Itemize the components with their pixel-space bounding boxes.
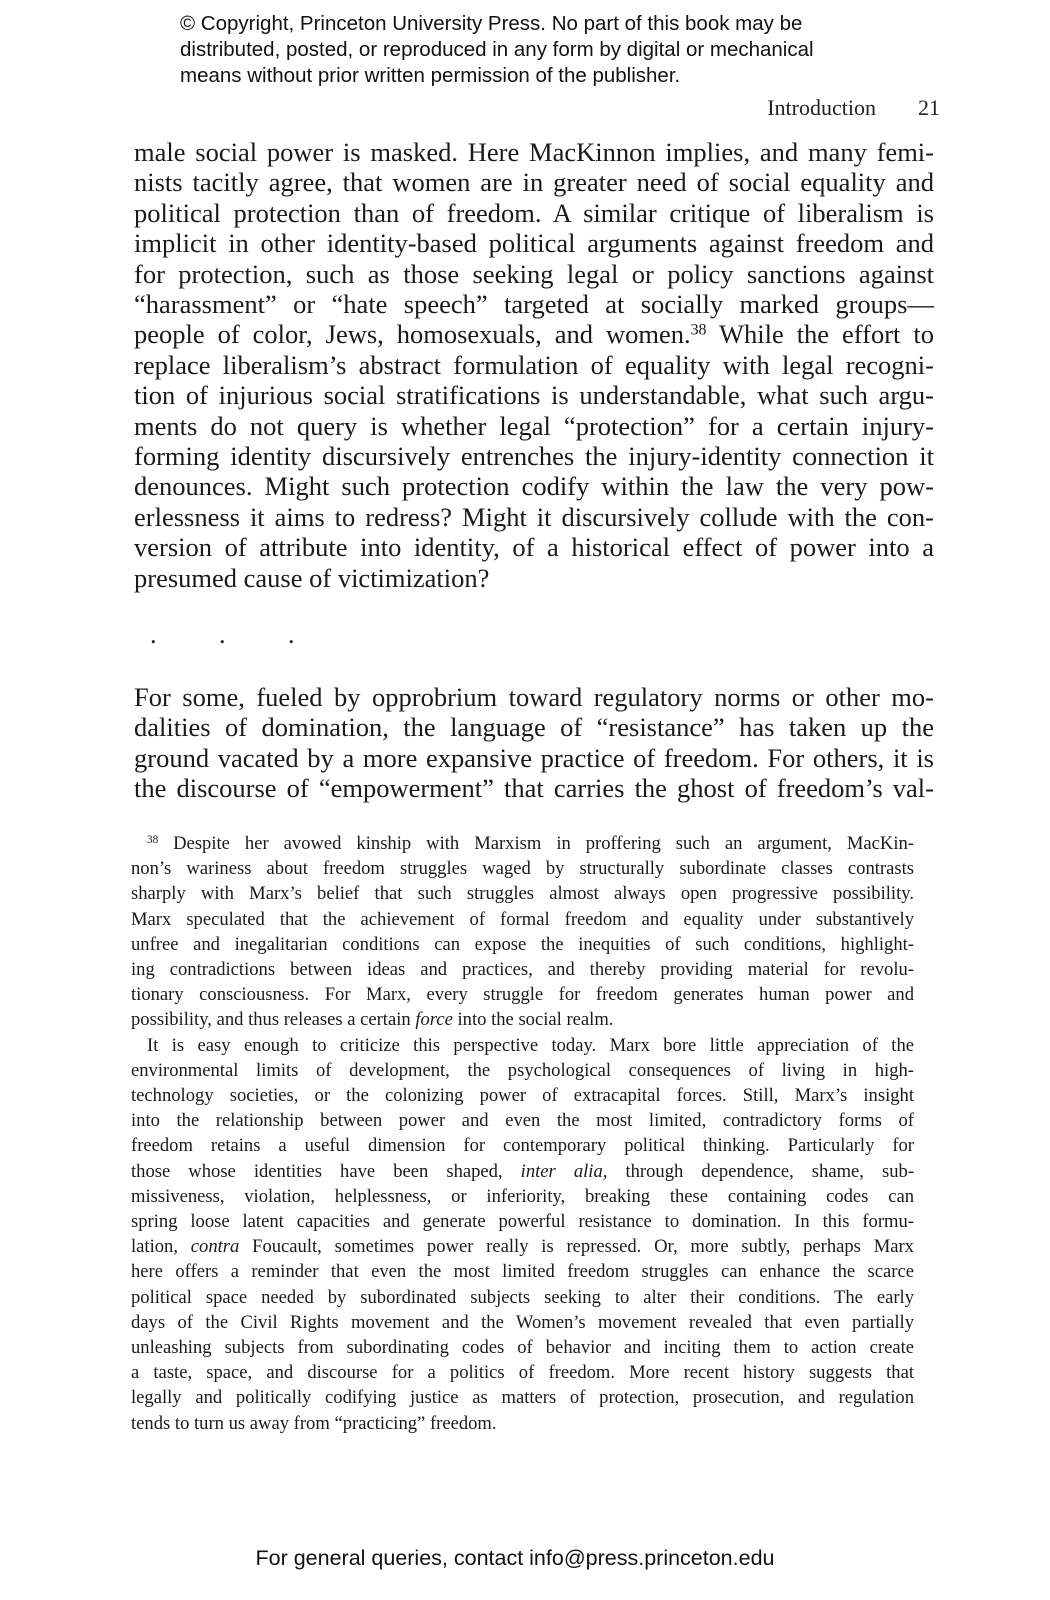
footnote-line: unleashing subjects from subordinating codes of behavior and inciting them to action create [131,1337,914,1359]
text-line: tion of injurious social stratifications is understandable, what such argu- [134,380,934,411]
footnote-line: environmental limits of development, the psychological consequences of living in high- [131,1059,914,1081]
text-line: nists tacitly agree, that women are in greater need of social equality and [134,167,934,198]
footnote-line: freedom retains a useful dimension for contemporary political thinking. Particularly for [131,1135,914,1157]
footnote-line [131,1033,914,1058]
text-line: presumed cause of victimization? [134,562,490,593]
footnote-line [131,1234,914,1259]
footnote-line [131,1159,914,1184]
footnote-line [131,831,914,856]
footnote-number: 38 [147,833,159,846]
footnote-line: unfree and inegalitarian conditions can expose the inequities of such conditions, highlight- [131,933,914,955]
copyright-line: distributed, posted, or reproduced in any form by digital or mechanical [180,38,814,61]
text-line: political protection than of freedom. A similar critique of liberalism is [134,197,934,228]
running-head-section: Introduction [767,95,876,120]
footnote-line: ing contradictions between ideas and practices, and thereby providing material for revolu- [131,959,914,981]
footnote-line: spring loose latent capacities and generate powerful resistance to domination. In this formu- [131,1211,914,1233]
text-line: erlessness it aims to redress? Might it discursively collude with the con- [134,501,934,532]
footnote-line: a taste, space, and discourse for a politics of freedom. More recent history suggests that [131,1362,914,1384]
text-line: For some, fueled by opprobrium toward regulatory norms or other mo- [134,682,934,712]
page-number: 21 [918,95,940,120]
text-line: denounces. Might such protection codify within the law the very pow- [134,471,934,502]
text-fragment: into the social realm. [452,1009,614,1031]
text-line: implicit in other identity-based political arguments against freedom and [134,228,934,259]
text-fragment: lation, [131,1236,191,1258]
footnote-line: here offers a reminder that even the most limited freedom struggles can enhance the scarce [131,1261,914,1283]
text-line: “harassment” or “hate speech” targeted at socially marked groups— [134,289,934,320]
text-fragment: possibility, and thus releases a certain [131,1009,416,1031]
footnote-line [131,1007,914,1032]
text-fragment: those whose identities have been shaped, [131,1160,521,1182]
copyright-line: © Copyright, Princeton University Press. No part of this book may be [180,12,803,35]
text-fragment: people of color, Jews, homosexuals, and women. [134,319,691,350]
italic-text: inter alia, [520,1160,608,1182]
footnote-line: political space needed by subordinated subjects seeking to alter their conditions. The early [131,1286,914,1308]
page-footer [0,1546,1050,1571]
text-fragment: through dependence, shame, sub- [607,1160,915,1182]
body-paragraph-2 [134,682,934,804]
footnote-line: tionary consciousness. For Marx, every struggle for freedom generates human power and [131,984,914,1006]
running-head [767,95,940,121]
italic-text: force [415,1009,453,1031]
text-line: ments do not query is whether legal “protection” for a certain injury- [134,410,934,441]
italic-text: contra [190,1236,240,1258]
footnote-line: into the relationship between power and even the most limited, contradictory forms of [131,1110,914,1132]
footnote-38 [131,831,914,1436]
footnote-line: non’s wariness about freedom struggles waged by structurally subordinate classes contrasts [131,858,914,880]
contact-text: For general queries, contact info@press.princeton.edu [255,1546,775,1570]
text-fragment: Foucault, sometimes power really is repressed. Or, more subtly, perhaps Marx [239,1236,914,1258]
footnote-reference[interactable]: 38 [690,321,707,339]
text-fragment: While the effort to [706,319,934,350]
text-line: replace liberalism’s abstract formulation of equality with legal recogni- [134,349,934,380]
footnote-line: sharply with Marx’s belief that such struggles almost always open progressive possibility. [131,883,914,905]
footnote-line: Marx speculated that the achievement of formal freedom and equality under substantively [131,908,914,930]
section-break-ellipsis: . . . [150,620,323,649]
text-line: the discourse of “empowerment” that carries the ghost of freedom’s val- [134,773,934,804]
text-line: version of attribute into identity, of a historical effect of power into a [134,532,934,563]
footnote-line: tends to turn us away from “practicing” freedom. [131,1412,497,1434]
footnote-line: technology societies, or the colonizing power of extracapital forces. Still, Marx’s insight [131,1085,914,1107]
text-line: ground vacated by a more expansive practice of freedom. For others, it is [134,742,934,773]
text-line: male social power is masked. Here MacKinnon implies, and many femi- [134,137,934,167]
footnote-line: legally and politically codifying justice as matters of protection, prosecution, and regulation [131,1387,914,1409]
text-line: for protection, such as those seeking legal or policy sanctions against [134,258,934,289]
copyright-line: means without prior written permission of the publisher. [180,64,681,87]
text-fragment: It is easy enough to criticize this perspective today. Marx bore little appreciation of the [147,1034,914,1056]
text-line [134,319,934,349]
text-line: forming identity discursively entrenches the injury-identity connection it [134,441,934,472]
text-line: dalities of domination, the language of “resistance” has taken up the [134,712,934,743]
footnote-line: missiveness, violation, helplessness, or inferiority, breaking these containing codes can [131,1185,914,1207]
text-fragment: Despite her avowed kinship with Marxism in proffering such an argument, MacKin- [158,833,914,854]
footnote-paragraph-2 [131,1033,914,1436]
body-paragraph-1 [134,137,934,593]
copyright-notice [180,11,900,89]
footnote-line: days of the Civil Rights movement and the Women’s movement revealed that even partially [131,1311,914,1333]
